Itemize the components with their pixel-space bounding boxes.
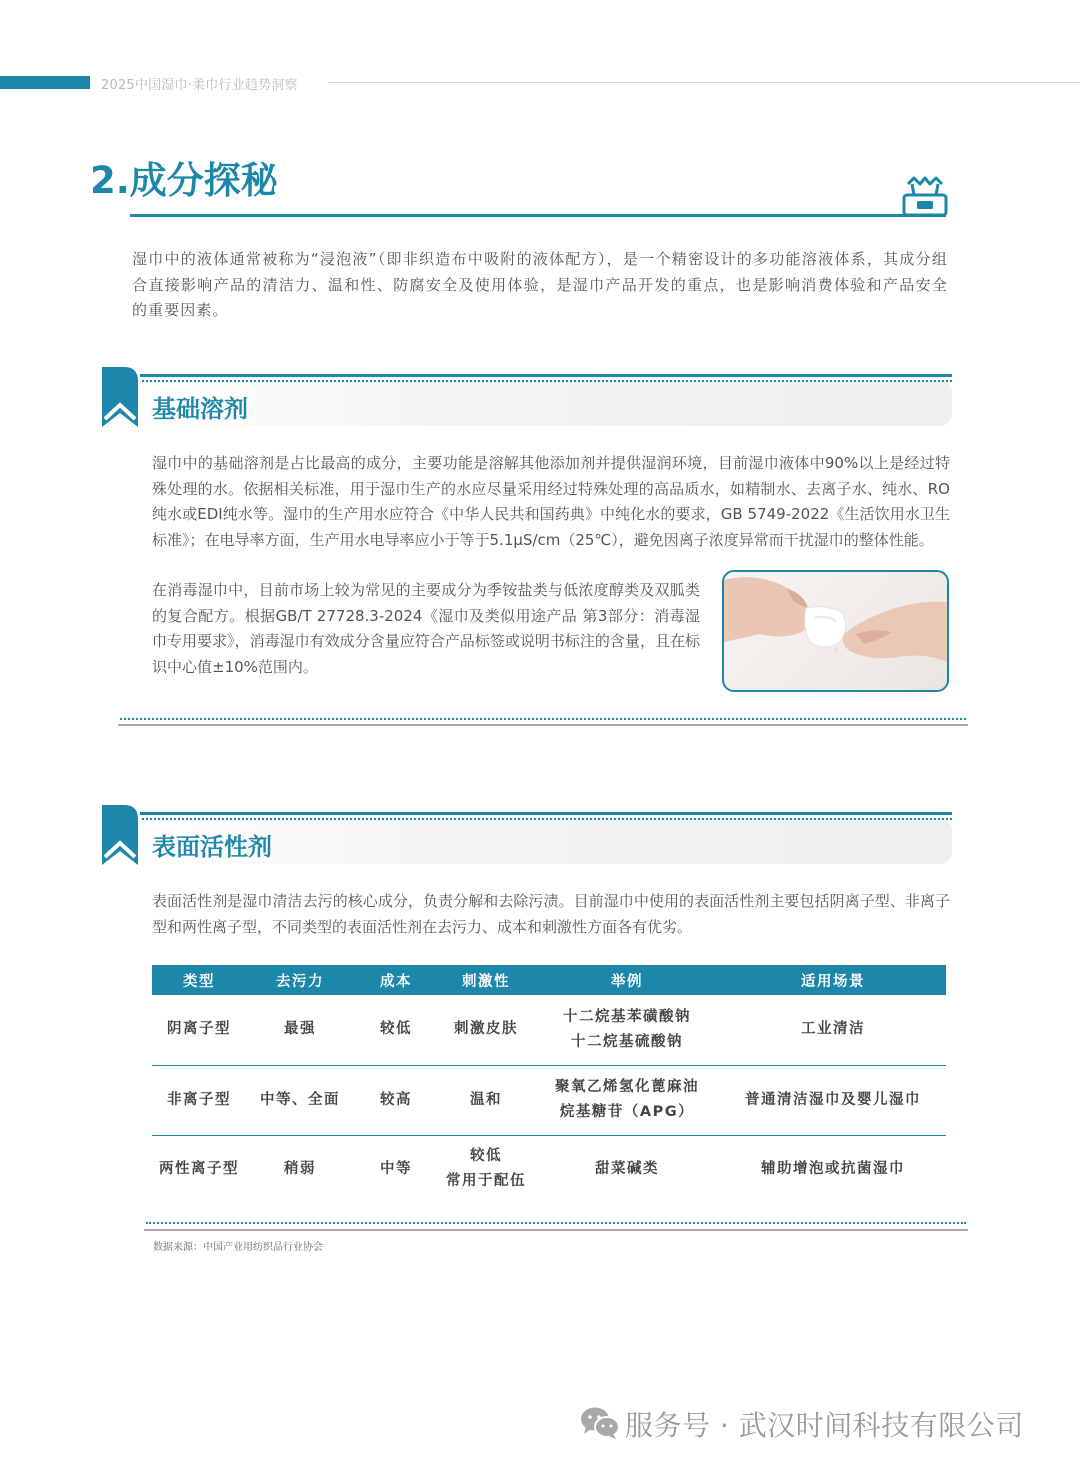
header-type: 类型	[152, 965, 246, 995]
divider-line	[144, 1229, 968, 1231]
cell-examples	[534, 995, 720, 1065]
surfactant-paragraph: 表面活性剂是湿巾清洁去污的核心成分，负责分解和去除污渍。目前湿巾中使用的表面活性剂主要包括阴离子型、非离子型和两性离子型，不同类型的表面活性剂在去污力、成本和刺激性方面各有优劣。	[152, 892, 950, 936]
irritation-line: 常用于配伍	[446, 1173, 526, 1189]
cell-power: 稍弱	[284, 1160, 316, 1177]
section-top-line	[140, 374, 952, 377]
cell-type: 两性离子型	[159, 1160, 239, 1177]
divider-line	[118, 724, 968, 726]
chevron-ribbon-icon	[102, 367, 138, 427]
title-underline	[130, 214, 946, 217]
header-scene: 适用场景	[720, 965, 946, 995]
cell-irritation	[438, 995, 534, 1065]
example-line: 十二烷基苯磺酸钠	[563, 1008, 691, 1025]
cell-scene: 工业清洁	[720, 995, 946, 1065]
cell-power: 中等、全面	[246, 1065, 354, 1135]
section-title-surfactant: 表面活性剂	[152, 833, 272, 861]
table-header-row	[152, 965, 946, 995]
header-irritation: 刺激性	[438, 965, 534, 995]
cell-cost: 较高	[354, 1065, 438, 1135]
table-row	[152, 995, 946, 1065]
example-line: 聚氧乙烯氢化蓖麻油	[555, 1079, 699, 1095]
example-line: 烷基糖苷（APG）	[559, 1104, 695, 1120]
header-accent-bar	[0, 76, 90, 89]
solvent-paragraph-1: 湿巾中的基础溶剂是占比最高的成分，主要功能是溶解其他添加剂并提供湿润环境，目前湿巾液体中90%以上是经过特殊处理的水。依据相关标准，用于湿巾生产的水应尽量采用经过特殊处理的高品质水，如精制水、去离子水、纯水、RO纯水或EDI纯水等。湿巾的生产用水应符合《中华人民共和国药典》中纯化水的要求，GB 5749-2022《生活饮用水卫生标准》；在电导率方面，生产用水电导率应小于等于5.1μS/cm（25℃），避免因离子浓度异常而干扰湿巾的整体性能。	[152, 454, 950, 549]
hands-wipe-image	[724, 572, 947, 690]
footer-watermark: 服务号 · 武汉时间科技有限公司	[625, 1409, 1024, 1442]
section-dotted-line	[142, 818, 952, 820]
wipes-pack-icon	[900, 175, 950, 219]
section-title-solvent: 基础溶剂	[152, 395, 248, 423]
cell-cost: 较低	[354, 995, 438, 1065]
section-dotted-line	[142, 380, 952, 382]
cell-examples	[534, 1065, 720, 1135]
wipe-photo	[722, 570, 949, 692]
cell-type: 阴离子型	[152, 995, 246, 1065]
surfactant-table	[152, 965, 946, 1203]
cell-type: 非离子型	[152, 1065, 246, 1135]
cell-scene: 普通清洁湿巾及婴儿湿巾	[720, 1065, 946, 1135]
divider-dotted	[146, 1222, 966, 1224]
chevron-ribbon-icon	[102, 805, 138, 865]
wechat-icon	[580, 1405, 620, 1441]
cell-examples	[534, 1135, 720, 1203]
table-row	[152, 1135, 946, 1203]
cell-power: 最强	[246, 995, 354, 1065]
irritation-line: 刺激皮肤	[454, 1021, 518, 1038]
header-cost: 成本	[354, 965, 438, 995]
cell-irritation	[438, 1135, 534, 1203]
table-row	[152, 1065, 946, 1135]
cell-scene: 辅助增泡或抗菌湿巾	[761, 1160, 905, 1177]
header-examples: 举例	[534, 965, 720, 995]
irritation-line: 温和	[470, 1091, 502, 1108]
running-title: 2025中国湿巾·柔巾行业趋势洞察	[101, 78, 298, 93]
irritation-line: 较低	[470, 1148, 502, 1164]
header-rule	[328, 82, 1080, 83]
cell-irritation	[438, 1065, 534, 1135]
section-top-line	[140, 812, 952, 815]
divider-dotted	[120, 718, 966, 720]
example-line: 十二烷基硫酸钠	[571, 1033, 683, 1050]
example-line: 甜菜碱类	[595, 1160, 659, 1177]
intro-paragraph: 湿巾中的液体通常被称为“浸泡液”（即非织造布中吸附的液体配方），是一个精密设计的多功能溶液体系，其成分组合直接影响产品的清洁力、温和性、防腐安全及使用体验，是湿巾产品开发的重点，也是影响消费体验和产品安全的重要因素。	[132, 250, 948, 319]
data-source-note: 数据来源：中国产业用纺织品行业协会	[153, 1242, 323, 1253]
solvent-paragraph-2: 在消毒湿巾中，目前市场上较为常见的主要成分为季铵盐类与低浓度醇类及双胍类的复合配方。根据GB/T 27728.3-2024《湿巾及类似用途产品 第3部分：消毒湿巾专用要求》，消毒湿巾有效成分含量应符合产品标签或说明书标注的含量，且在标识中心值±10%范围内。	[152, 581, 700, 676]
cell-cost: 中等	[380, 1160, 412, 1177]
header-power: 去污力	[246, 965, 354, 995]
page-title: 2.成分探秘	[90, 159, 278, 202]
